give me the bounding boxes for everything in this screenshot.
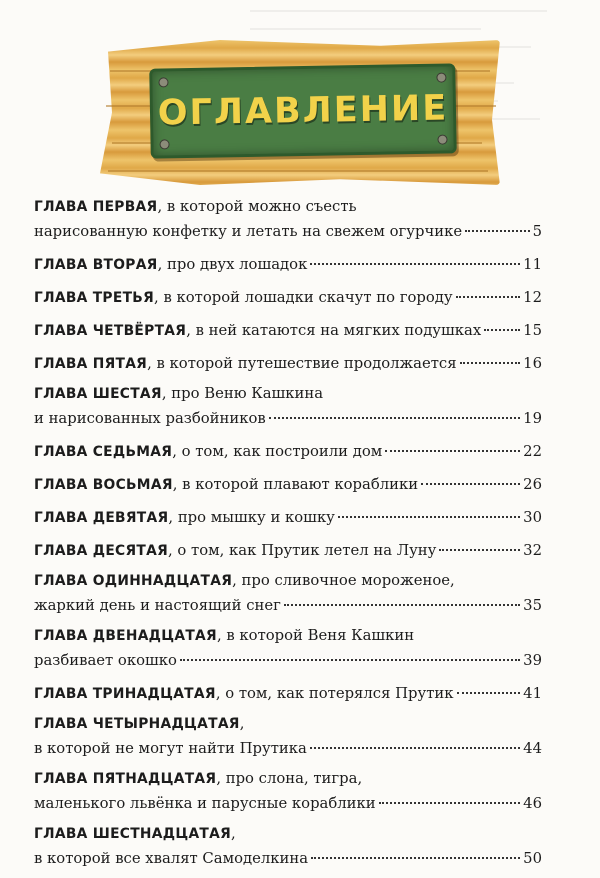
chapter-title: ГЛАВА ВОСЬМАЯ (34, 477, 173, 493)
nail-icon (437, 134, 447, 144)
chapter-title: ГЛАВА ПЯТНАДЦАТАЯ (34, 771, 217, 787)
chapter-description: , про мышку и кошку (168, 509, 335, 526)
chapter-title: ГЛАВА ПЯТАЯ (34, 356, 148, 372)
chapter-description: , в которой Веня Кашкин (216, 627, 415, 644)
page-number: 19 (523, 410, 542, 427)
chapter-description: , о том, как потерялся Прутик (215, 685, 454, 702)
chapter-title: ГЛАВА ДЕВЯТАЯ (34, 510, 169, 526)
chapter-title: ГЛАВА ВТОРАЯ (34, 257, 158, 273)
page-number: 26 (523, 476, 542, 493)
toc-entry[interactable] (34, 438, 542, 463)
dot-leader (379, 786, 521, 804)
chapter-description: , про двух лошадок (157, 256, 308, 273)
chapter-description: в которой все хвалят Самоделкина (34, 850, 309, 867)
toc-entry-line (34, 647, 542, 672)
chapter-description: , о том, как построили дом (172, 443, 383, 460)
chapter-description: в которой не могут найти Прутика (34, 740, 307, 757)
chapter-description: нарисованную конфетку и летать на свежем огурчике (34, 223, 463, 240)
dot-leader (456, 280, 521, 298)
toc-entry[interactable] (34, 625, 542, 672)
chapter-description: , (239, 715, 245, 732)
dot-leader (311, 841, 520, 859)
toc-entry[interactable] (34, 504, 542, 529)
dot-leader (457, 676, 521, 694)
wooden-sign-icon (100, 30, 505, 190)
chapter-description: , в которой плавают кораблики (172, 476, 419, 493)
page-number: 16 (523, 355, 542, 372)
page-number: 50 (523, 850, 542, 867)
chapter-description: , про Веню Кашкина (161, 385, 324, 402)
dot-leader (385, 434, 520, 452)
dot-leader (338, 500, 520, 518)
dot-leader (421, 467, 520, 485)
toc-entry[interactable] (34, 284, 542, 309)
page-number: 5 (532, 223, 542, 240)
page-number: 12 (523, 289, 542, 306)
chapter-title: ГЛАВА ОДИННАДЦАТАЯ (34, 573, 233, 589)
toc-entry[interactable] (34, 383, 542, 430)
chapter-title: ГЛАВА ТРЕТЬЯ (34, 290, 155, 306)
chapter-description: жаркий день и настоящий снег (34, 597, 281, 614)
chapter-title: ГЛАВА ЧЕТЫРНАДЦАТАЯ (34, 716, 240, 732)
chapter-description: , про слона, тигра, (216, 770, 363, 787)
table-of-contents (34, 196, 542, 878)
toc-entry[interactable] (34, 713, 542, 760)
toc-entry-line (34, 592, 542, 617)
nail-icon (436, 72, 446, 82)
dot-leader (310, 731, 520, 749)
toc-entry[interactable] (34, 471, 542, 496)
dot-leader (439, 533, 520, 551)
toc-entry-line (34, 735, 542, 760)
dot-leader (180, 643, 520, 661)
chapter-title: ГЛАВА ДЕСЯТАЯ (34, 543, 169, 559)
dot-leader (465, 214, 529, 232)
toc-entry[interactable] (34, 768, 542, 815)
toc-entry-line (34, 317, 542, 342)
chapter-description: маленького львёнка и парусные кораблики (34, 795, 376, 812)
chapter-description: , в которой лошадки скачут по городу (154, 289, 453, 306)
toc-entry-line (34, 845, 542, 870)
toc-entry-line (34, 438, 542, 463)
page-number: 30 (523, 509, 542, 526)
toc-entry[interactable] (34, 317, 542, 342)
chapter-description: и нарисованных разбойников (34, 410, 266, 427)
chapter-title: ГЛАВА СЕДЬМАЯ (34, 444, 173, 460)
toc-entry-line (34, 405, 542, 430)
toc-entry[interactable] (34, 251, 542, 276)
page-number: 15 (523, 322, 542, 339)
toc-entry-line (34, 284, 542, 309)
dot-leader (310, 247, 520, 265)
chapter-description: , (231, 825, 236, 842)
page-title: ОГЛАВЛЕНИЕ (157, 88, 449, 134)
toc-entry[interactable] (34, 823, 542, 870)
green-plaque (149, 63, 457, 158)
toc-entry-line (34, 504, 542, 529)
dot-leader (284, 588, 520, 606)
page-number: 46 (523, 795, 542, 812)
page-number: 32 (523, 542, 542, 559)
chapter-description: , в которой можно съесть (157, 198, 357, 215)
nail-icon (158, 77, 168, 87)
chapter-title: ГЛАВА ЧЕТВЁРТАЯ (34, 323, 187, 339)
chapter-description: , в которой путешествие продолжается (147, 355, 457, 372)
chapter-description: , про сливочное мороженое, (232, 572, 455, 589)
toc-entry-line (34, 350, 542, 375)
page-number: 22 (523, 443, 542, 460)
toc-entry-line (34, 251, 542, 276)
chapter-title: ГЛАВА ДВЕНАДЦАТАЯ (34, 628, 217, 644)
toc-entry-line (34, 537, 542, 562)
page-number: 11 (523, 256, 542, 273)
toc-entry-line (34, 680, 542, 705)
chapter-title: ГЛАВА ПЕРВАЯ (34, 199, 158, 215)
toc-entry[interactable] (34, 570, 542, 617)
dot-leader (484, 313, 520, 331)
dot-leader (460, 346, 521, 364)
toc-entry[interactable] (34, 680, 542, 705)
page-number: 39 (523, 652, 542, 669)
chapter-title: ГЛАВА ШЕСТАЯ (34, 386, 162, 402)
chapter-description: разбивает окошко (34, 652, 177, 669)
page-number: 44 (523, 740, 542, 757)
chapter-description: , о том, как Прутик летел на Луну (168, 542, 437, 559)
dot-leader (269, 401, 520, 419)
toc-entry[interactable] (34, 537, 542, 562)
chapter-title: ГЛАВА ТРИНАДЦАТАЯ (34, 686, 216, 702)
page-number: 35 (523, 597, 542, 614)
toc-entry[interactable] (34, 350, 542, 375)
toc-entry[interactable] (34, 196, 542, 243)
toc-entry-line (34, 471, 542, 496)
page-number: 41 (523, 685, 542, 702)
chapter-title: ГЛАВА ШЕСТНАДЦАТАЯ (34, 826, 232, 842)
toc-entry-line (34, 218, 542, 243)
nail-icon (159, 139, 169, 149)
chapter-description: , в ней катаются на мягких подушках (186, 322, 482, 339)
